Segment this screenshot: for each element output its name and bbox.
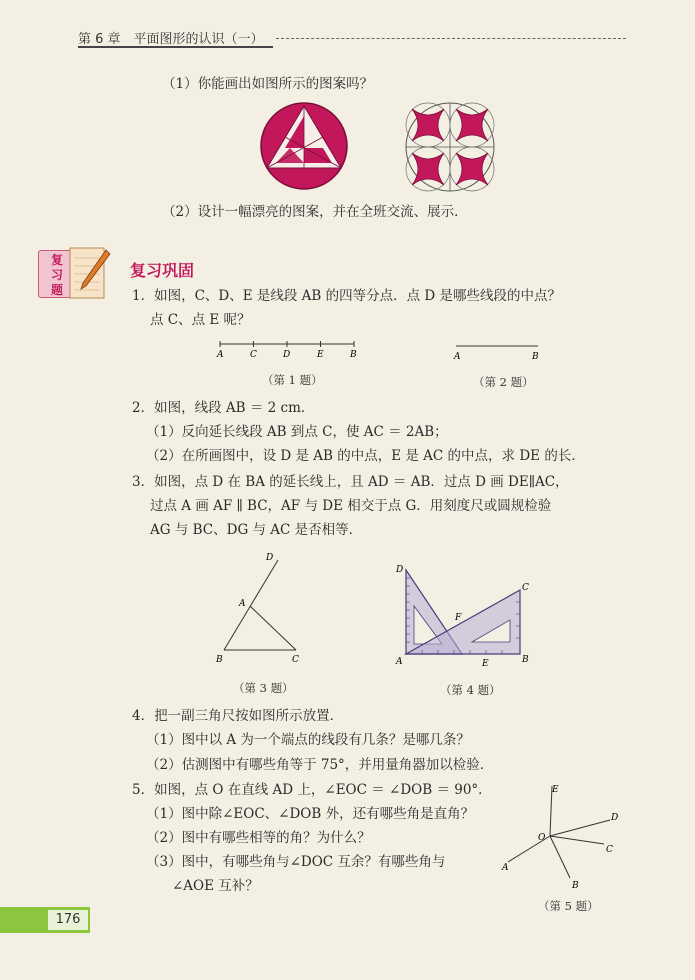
fig4-label-d: D	[396, 565, 404, 575]
fig1-label-e: E	[317, 350, 324, 360]
header-dashed-line	[276, 38, 626, 39]
activity-question-1: （1）你能画出如图所示的图案吗？	[162, 76, 374, 92]
badge-char-1: 复	[50, 253, 63, 267]
chapter-title: 第 6 章 平面图形的认识（一）	[78, 32, 264, 47]
problem-3-line-2: 过点 A 画 AF ∥ BC，AF 与 DE 相交于点 G．用刻度尺或圆规检验	[150, 498, 552, 514]
figure-1-caption: （第 1 题）	[262, 373, 323, 387]
problem-2-line-1: 2．如图，线段 AB ＝ 2 cm．	[132, 400, 315, 416]
fig1-label-b: B	[350, 350, 357, 360]
problem-5-line-4: （3）图中，有哪些角与∠DOC 互余？有哪些角与	[146, 854, 446, 870]
badge-char-3: 题	[50, 283, 63, 297]
activity-question-2: （2）设计一幅漂亮的图案，并在全班交流、展示．	[162, 204, 468, 220]
fig2-label-b: B	[532, 352, 539, 362]
chapter-header	[78, 28, 628, 48]
fig5-label-c: C	[606, 845, 613, 855]
problem-5-line-1: 5．如图，点 O 在直线 AD 上，∠EOC ＝ ∠DOB ＝ 90°．	[132, 782, 492, 798]
fig1-label-c: C	[250, 350, 257, 360]
fig4-label-b: B	[522, 655, 529, 665]
figure-4-caption: （第 4 题）	[440, 683, 501, 697]
fig2-label-a: A	[454, 352, 461, 362]
figure-4-set-squares	[392, 562, 538, 670]
pattern-four-curved-squares	[404, 101, 496, 193]
figure-2-caption: （第 2 题）	[473, 375, 534, 389]
fig4-label-f: F	[455, 613, 462, 623]
fig4-label-a: A	[396, 657, 403, 667]
problem-5-line-3: （2）图中有哪些相等的角？为什么？	[146, 830, 371, 846]
problem-4-line-2: （1）图中以 A 为一个端点的线段有几条？是哪几条？	[146, 732, 470, 748]
fig3-label-c: C	[292, 655, 299, 665]
notebook-pencil-icon	[68, 246, 112, 302]
problem-4-line-3: （2）估测图中有哪些角等于 75°，并用量角器加以检验．	[146, 757, 494, 773]
problem-5-line-2: （1）图中除∠EOC、∠DOB 外，还有哪些角是直角？	[146, 806, 475, 822]
problem-5-line-5: ∠AOE 互补？	[172, 878, 259, 894]
problem-1-line-1: 1．如图，C、D、E 是线段 AB 的四等分点．点 D 是哪些线段的中点？	[132, 288, 562, 304]
figure-3-triangle	[212, 550, 312, 666]
fig4-label-e: E	[482, 659, 489, 669]
fig3-label-b: B	[216, 655, 223, 665]
figure-3-caption: （第 3 题）	[233, 681, 294, 695]
fig1-label-a: A	[217, 350, 224, 360]
figure-1-segment	[212, 336, 362, 360]
fig5-label-b: B	[572, 881, 579, 891]
problem-3-line-3: AG 与 BC、DG 与 AC 是否相等．	[150, 522, 363, 538]
pattern-circle-triangles	[258, 100, 350, 192]
fig5-label-d: D	[611, 813, 619, 823]
fig3-label-a: A	[239, 599, 246, 609]
fig4-label-c: C	[522, 583, 529, 593]
badge-char-2: 习	[50, 268, 63, 282]
fig5-label-o: O	[538, 833, 546, 843]
fig1-label-d: D	[283, 350, 291, 360]
page-number: 176	[48, 910, 88, 930]
section-title: 复习巩固	[130, 261, 195, 280]
figure-2-segment	[450, 338, 544, 362]
figure-5-angles	[498, 780, 628, 892]
fig3-label-d: D	[266, 553, 274, 563]
fig5-label-a: A	[502, 863, 509, 873]
problem-4-line-1: 4．把一副三角尺按如图所示放置．	[132, 708, 344, 724]
problem-3-line-1: 3．如图，点 D 在 BA 的延长线上，且 AD ＝ AB．过点 D 画 DE∥AC，	[132, 474, 569, 490]
header-rule	[78, 46, 273, 48]
fig5-label-e: E	[552, 785, 559, 795]
figure-5-caption: （第 5 题）	[538, 899, 599, 913]
problem-2-line-2: （1）反向延长线段 AB 到点 C，使 AC ＝ 2AB；	[146, 424, 448, 440]
problem-2-line-3: （2）在所画图中，设 D 是 AB 的中点，E 是 AC 的中点，求 DE 的长．	[146, 448, 585, 464]
problem-1-line-2: 点 C、点 E 呢？	[150, 312, 251, 328]
